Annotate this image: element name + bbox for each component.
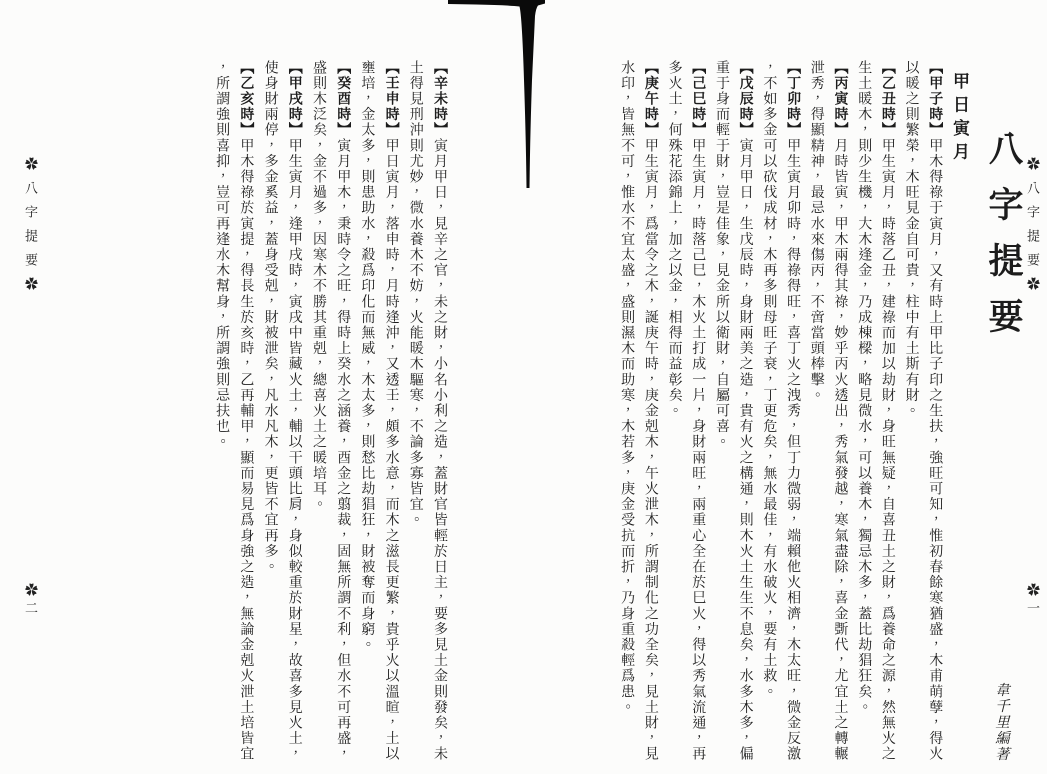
right-page-text-block	[604, 57, 970, 765]
hour-entry	[851, 57, 898, 765]
entry-time-header: 【壬申時】	[383, 60, 400, 138]
entry-time-header: 【乙亥時】	[238, 60, 255, 138]
entry-time-header: 【丁卯時】	[785, 60, 802, 138]
entry-text: 甲日寅月，落申時，月時逢沖，又透壬，頗多水意，而木之滋長更繁，貴乎火以溫暄，土以壅培，金太多，則患助水，殺爲印化而無威，木太多，則愁比劫猖狂，財被奪而身窮。	[359, 60, 400, 762]
hour-entry	[210, 57, 258, 765]
entry-text: 甲生寅月，時落己巳，木火土打成一片，身財兩旺，兩重心全在於巳火，得以秀氣流通，再多火土，何殊花添錦上，加之以金，相得而益彰矣。	[666, 60, 707, 762]
hour-entry	[307, 57, 355, 765]
entry-text: 甲生寅月，逢甲戌時，寅戌中皆藏火土，輔以干頭比肩，身似較重於財星，故喜多見火土，使身財兩停，多金奚益，蓋身受剋，財被泄矣，凡水凡木，更皆不宜再多。	[262, 60, 303, 762]
entry-text: 寅月甲木，秉時令之旺，得時上癸水之涵養，酉金之翦裁，固無所謂不利，但水不可再盛，盛則木泛矣，金不過多，因寒木不勝其重剋，總喜火土之暖培耳。	[310, 60, 352, 762]
right-page-entries	[614, 57, 946, 765]
section-header: 甲日寅月	[949, 72, 969, 166]
entry-time-header: 【癸酉時】	[335, 60, 352, 138]
book-title: 八字提要	[983, 130, 1024, 354]
hour-entry	[662, 57, 709, 765]
left-page-entries	[210, 57, 452, 765]
entry-text: 甲木得祿于寅月，又有時上甲比子印之生扶，強旺可知，惟初春餘寒猶盛，木甫萌孽，得火以暖之則繁榮，木旺見金自可貴，柱中有土斯有財。	[903, 60, 944, 762]
running-header-left: ✿八字提要✿	[22, 157, 37, 301]
hour-entry	[757, 57, 804, 765]
binding-gutter-shadow	[446, 0, 548, 192]
entry-time-header: 【甲戌時】	[286, 60, 303, 138]
entry-time-header: 【乙丑時】	[879, 60, 896, 138]
hour-entry	[709, 57, 756, 765]
gutter-ink-blob	[448, 0, 545, 188]
running-header-right: ✿八字提要✿	[1024, 157, 1039, 301]
page-number-right: ✿一	[1024, 583, 1039, 619]
entry-text: 寅月甲日，見辛之官，未之財，小名小利之造，蓋財官皆輕於日主，要多見土金則發矣，未土得見刑沖則尤妙，微水養木不妨，火能暖木驅寒，不論多寡皆宜。	[407, 60, 448, 762]
entry-time-header: 【己巳時】	[690, 60, 707, 138]
entry-time-header: 【戊辰時】	[737, 60, 754, 138]
entry-time-header: 【庚午時】	[642, 60, 659, 138]
left-page-text-block	[210, 57, 452, 765]
entry-time-header: 【丙寅時】	[832, 60, 849, 138]
page-number-left: ✿二	[22, 583, 37, 619]
hour-entry	[258, 57, 306, 765]
entry-time-header: 【辛未時】	[432, 60, 448, 138]
hour-entry	[355, 57, 403, 765]
entry-time-header: 【甲子時】	[927, 60, 944, 138]
entry-text: 甲生寅月卯時，得祿得旺，喜丁火之洩秀，但丁力微弱，端賴他火相濟，木太旺，微金反激，不如多金可以砍伐成材，木再多則母旺子衰，丁更危矣，無水最佳，有水破火，要有土救。	[761, 60, 802, 762]
book-author: 韋千里編著	[993, 682, 1009, 762]
entry-text: 甲木得祿於寅提，得長生於亥時，乙再輔甲，顯而易見爲身強之造，無論金剋火泄土培皆宜，所謂強則喜抑，豈可再逢水木幫身，所謂強則忌扶也。	[214, 60, 255, 762]
entry-text: 甲生寅月，爲當令之木，誕庚午時，庚金剋木，午火泄木，所謂制化之功全矣，見土財，見水印，皆無不可，惟水不宜太盛，盛則濕木而助寒，木若多，庚金受抗而折，乃身重殺輕爲患。	[619, 60, 659, 762]
hour-entry	[614, 57, 661, 765]
entry-text: 寅月甲日，生戊辰時，身財兩美之造，貴有火之構通，則木火土生生不息矣，水多木多，偏重于身而輕于財，豈是佳象，見金所以衛財，自屬可喜。	[713, 60, 754, 762]
hour-entry	[804, 57, 851, 765]
entry-text: 月時皆寅，甲木兩得其祿，妙乎丙火透出，秀氣發越，寒氣盡除，喜金斲代，尤宜土之轉輾泄秀，得顯精神，最忌水來傷丙，不啻當頭棒擊。	[808, 60, 849, 762]
hour-entry	[404, 57, 452, 765]
entry-text: 甲生寅月，時落乙丑，建祿而加以劫財，身旺無疑，自喜丑土之財，爲養命之源，然無火之生土暖木，則少生機，大木逢金，乃成棟樑，略見微水，可以養木，獨忌木多，蓋比劫猖狂矣。	[856, 60, 896, 762]
hour-entry	[899, 57, 946, 765]
